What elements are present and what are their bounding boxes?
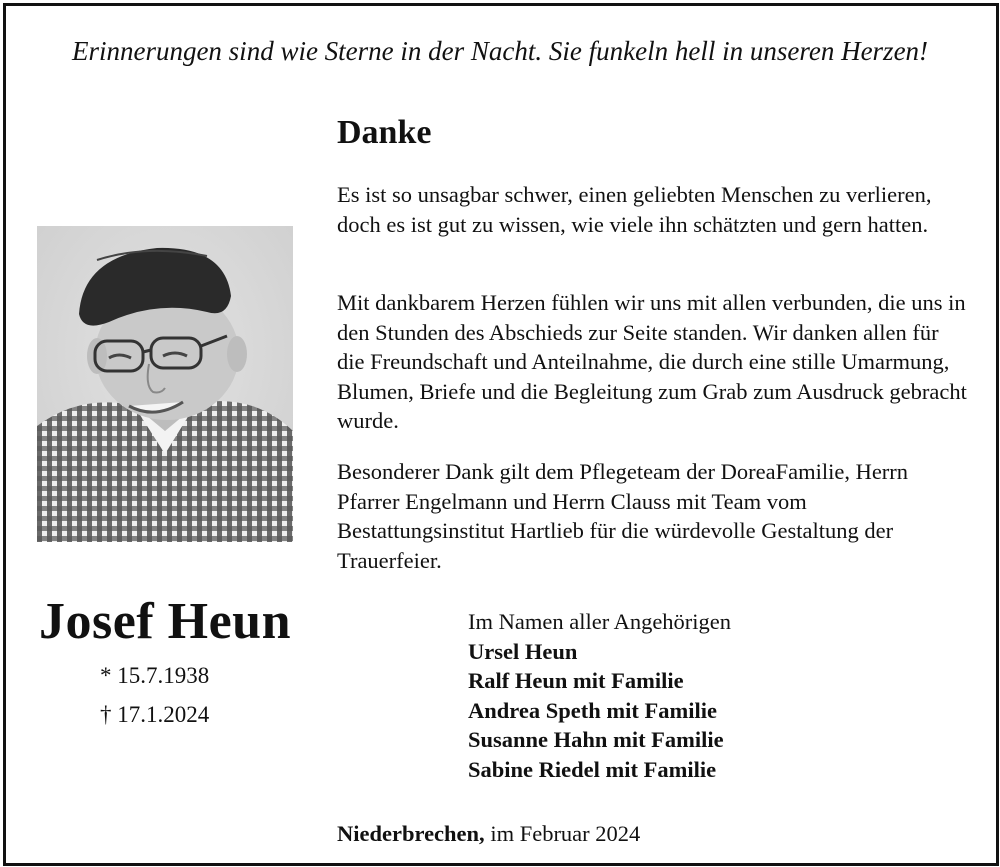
heading-danke: Danke xyxy=(337,114,432,151)
notice-date: im Februar 2024 xyxy=(490,821,641,846)
family-block xyxy=(468,607,731,784)
family-member: Susanne Hahn mit Familie xyxy=(468,727,724,752)
deceased-name: Josef Heun xyxy=(39,593,291,650)
death-date: † 17.1.2024 xyxy=(100,702,210,727)
portrait-photo xyxy=(37,226,293,542)
family-member: Sabine Riedel mit Familie xyxy=(468,756,717,782)
family-member: Andrea Speth mit Familie xyxy=(468,697,717,723)
paragraph-3: Besonderer Dank gilt dem Pflegeteam der DoreaFamilie, Herrn Pfarrer Engelmann und Herrn Clauss mit Team vom Bestattungsinstitut Hartlieb für die würdevolle Gestaltung der Trauerfeier. xyxy=(337,459,909,573)
family-member: Ralf Heun mit Familie xyxy=(468,668,684,693)
paragraph-2: Mit dankbarem Herzen fühlen wir uns mit allen verbunden, die uns in den Stunden des Abschieds zur Seite standen. Wir danken allen für die Freundschaft und Anteilnahme, die durch eine stille Umarmung, Blumen, Briefe und die Begleitung zum Grab zum Ausdruck gebracht wurde. xyxy=(337,290,967,433)
place-name: Niederbrechen, xyxy=(337,821,485,846)
place-date-line xyxy=(337,821,640,847)
paragraph-1: Es ist so unsagbar schwer, einen geliebten Menschen zu verlieren, doch es ist gut zu wissen, wie viele ihn schätzten und gern hatten. xyxy=(337,182,932,237)
family-member: Ursel Heun xyxy=(468,638,578,664)
family-intro: Im Namen aller Angehörigen xyxy=(468,609,732,634)
birth-date: * 15.7.1938 xyxy=(100,663,210,688)
motto-text: Erinnerungen sind wie Sterne in der Nacht. Sie funkeln hell in unseren Herzen! xyxy=(71,36,929,66)
